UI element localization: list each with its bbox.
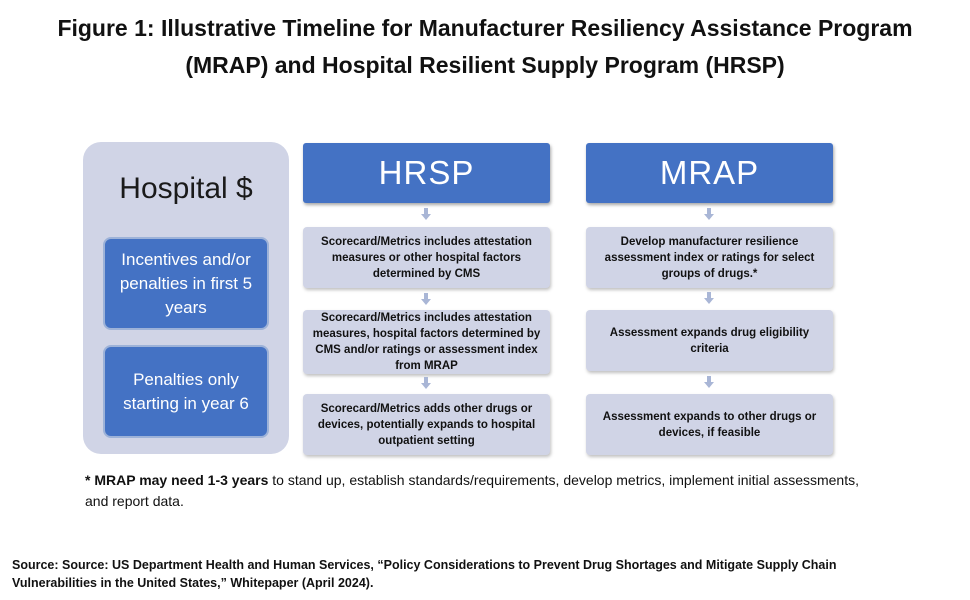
footnote-emphasis: * MRAP may need 1-3 years — [85, 472, 269, 488]
hrsp-header: HRSP — [303, 143, 550, 203]
down-arrow-icon — [703, 208, 715, 220]
mrap-header: MRAP — [586, 143, 833, 203]
mrap-step-1: Develop manufacturer resilience assessment index or ratings for select groups of drugs.* — [586, 227, 833, 288]
source-citation — [12, 556, 962, 592]
hrsp-step-3: Scorecard/Metrics adds other drugs or devices, potentially expands to hospital outpatient setting — [303, 394, 550, 455]
footnote — [85, 470, 885, 512]
mrap-step-3: Assessment expands to other drugs or devices, if feasible — [586, 394, 833, 455]
mrap-step-2: Assessment expands drug eligibility criteria — [586, 310, 833, 371]
hospital-penalties-label: Penalties only starting in year 6 — [123, 369, 249, 413]
hospital-penalties-box — [103, 345, 269, 438]
hospital-incentives-label: Incentives and/or penalties in first 5 years — [119, 249, 253, 317]
hospital-title: Hospital $ — [119, 172, 253, 205]
footnote-text: to stand up, establish standards/requirements, develop metrics, implement initial assessments, and report data. — [85, 472, 860, 509]
down-arrow-icon — [703, 292, 715, 304]
source-line-1: Source: Source: US Department Health and Human Services, “Policy Considerations to Prevent Drug Shortages and Mitigate Supply Chain — [12, 558, 837, 572]
down-arrow-icon — [420, 208, 432, 220]
figure-title-line-1: Figure 1: Illustrative Timeline for Manufacturer Resiliency Assistance Program — [57, 15, 913, 41]
figure-title-line-2: (MRAP) and Hospital Resilient Supply Program (HRSP) — [185, 52, 785, 78]
figure-title — [0, 10, 970, 84]
hospital-incentives-box — [103, 237, 269, 330]
hrsp-step-1: Scorecard/Metrics includes attestation measures or other hospital factors determined by CMS — [303, 227, 550, 288]
down-arrow-icon — [420, 293, 432, 305]
source-line-2: Vulnerabilities in the United States,” Whitepaper (April 2024). — [12, 576, 374, 590]
hrsp-step-2: Scorecard/Metrics includes attestation measures, hospital factors determined by CMS and/or ratings or assessment index from MRAP — [303, 310, 550, 374]
down-arrow-icon — [420, 377, 432, 389]
down-arrow-icon — [703, 376, 715, 388]
